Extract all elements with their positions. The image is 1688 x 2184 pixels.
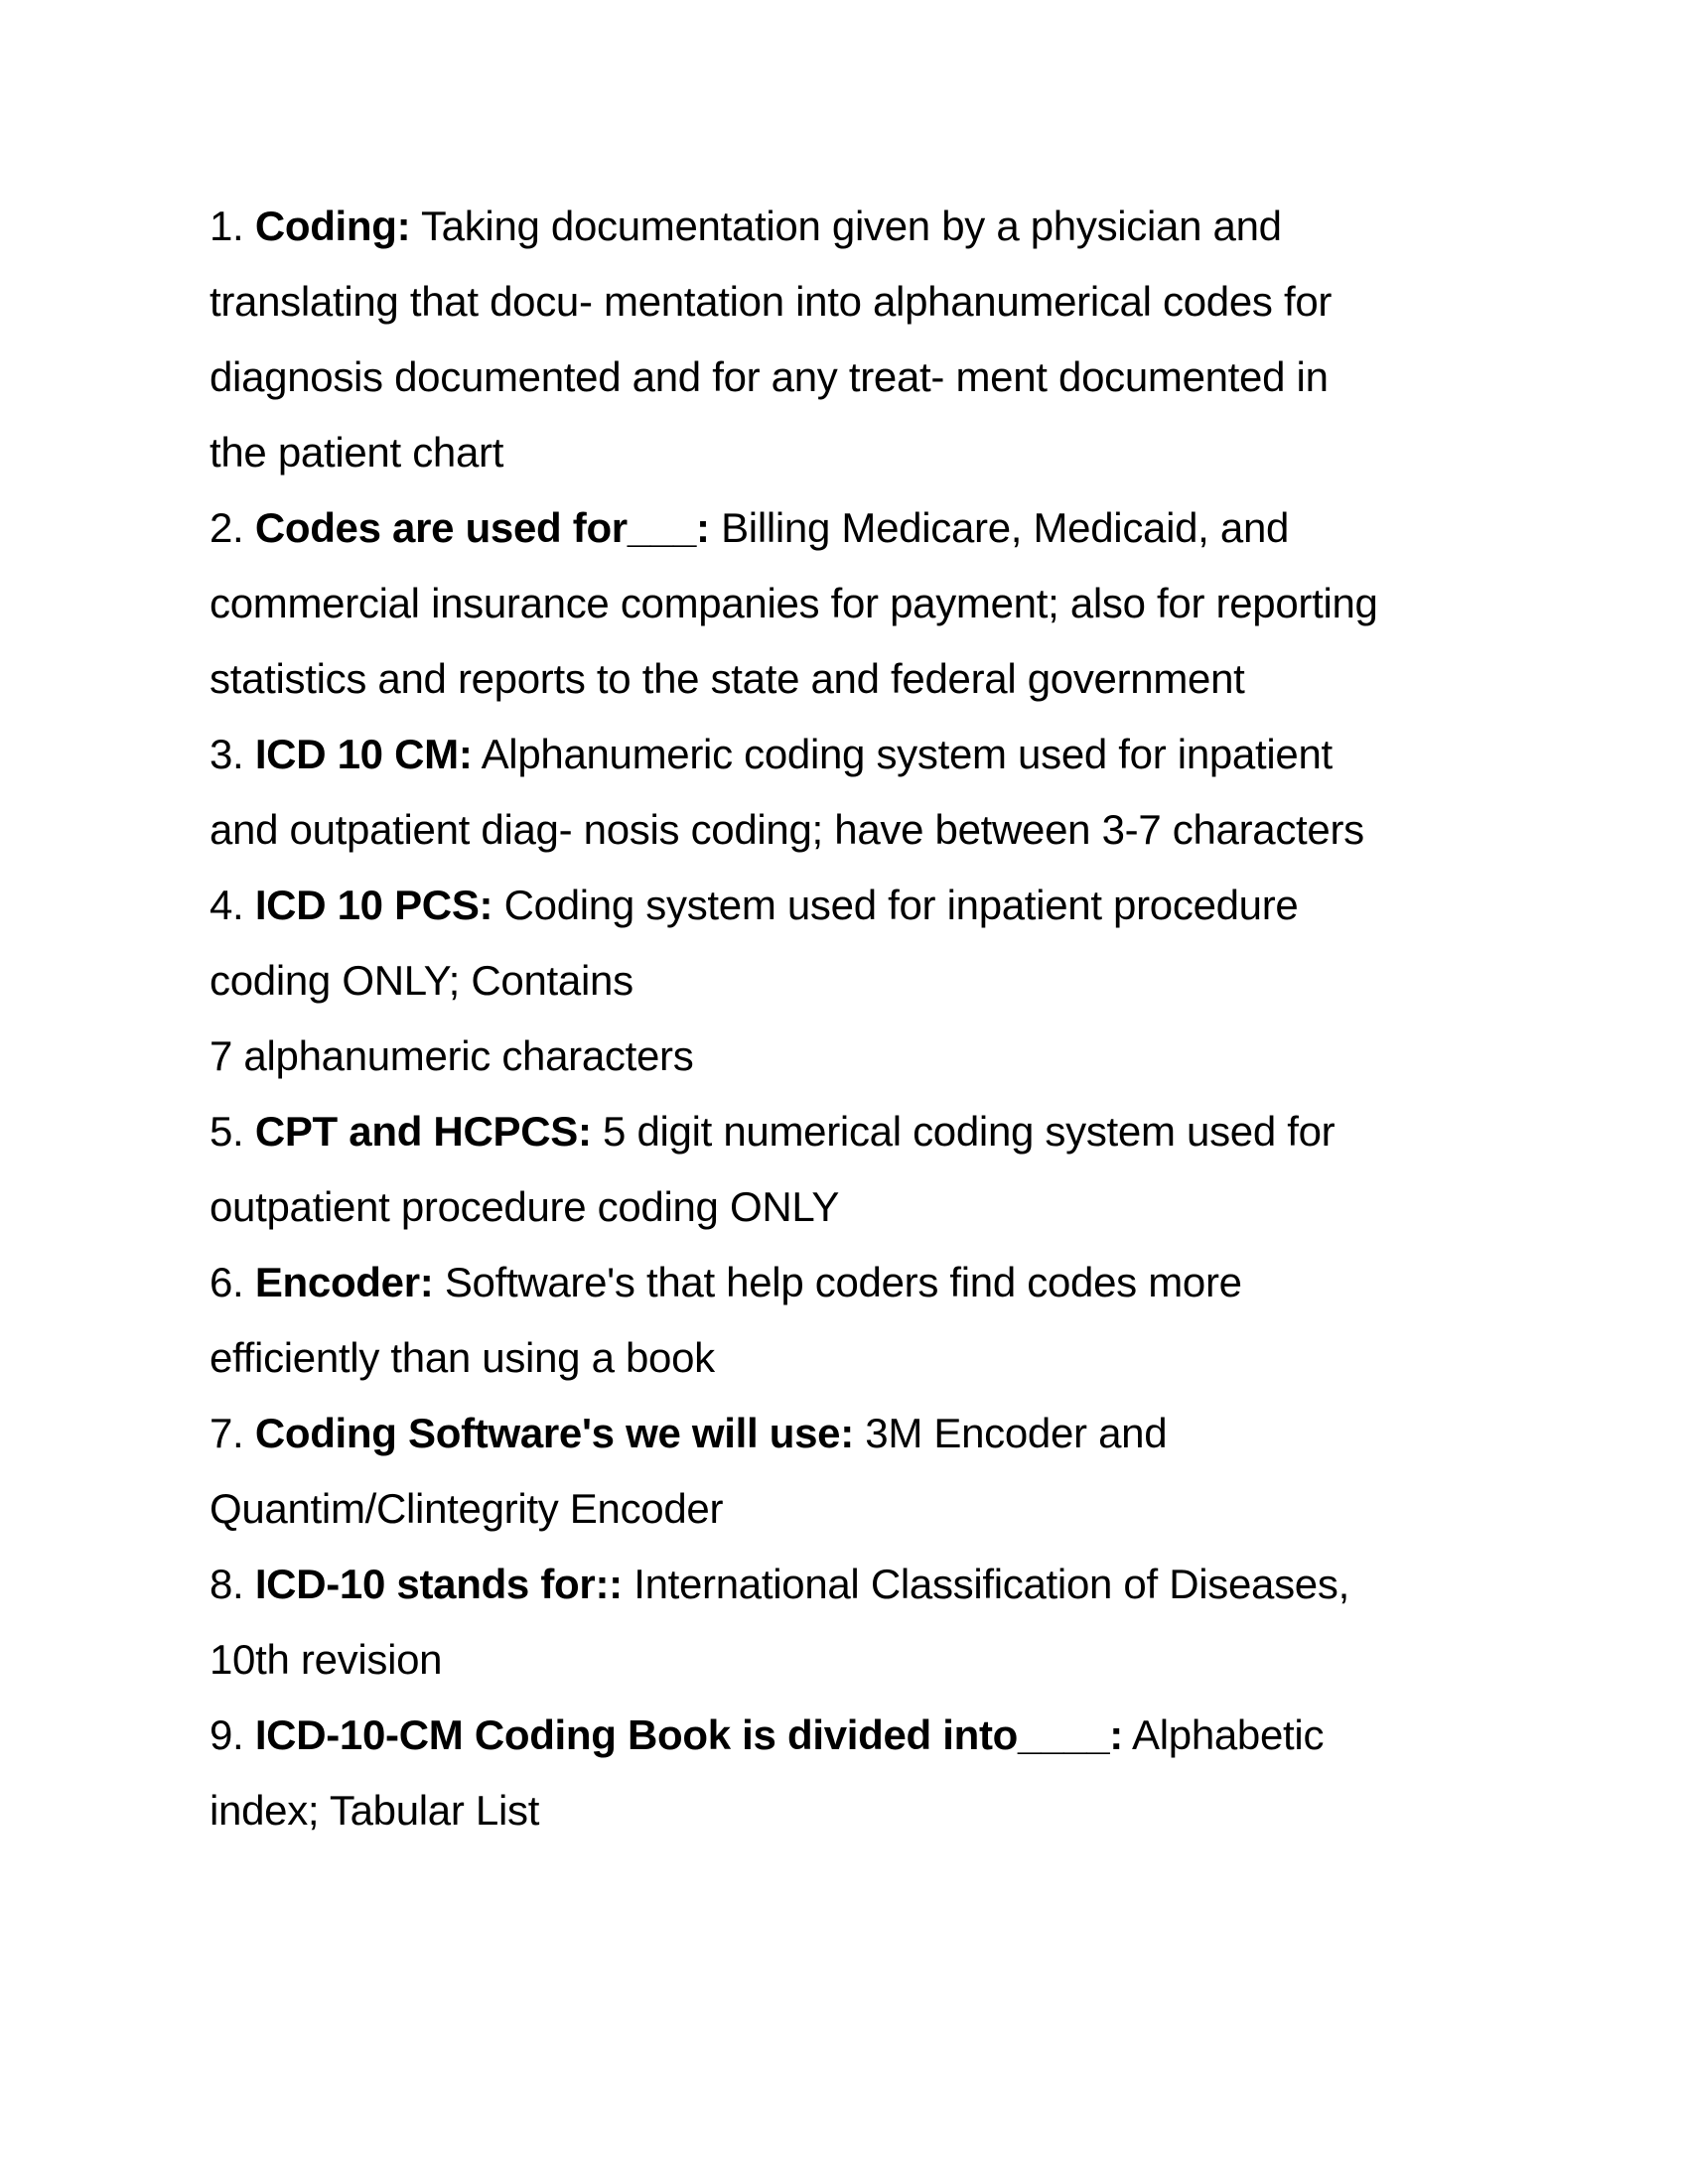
item-definition: Alphanumeric coding system used for inpatient (481, 731, 1333, 777)
item-definition: Alphabetic (1132, 1711, 1325, 1758)
list-item (210, 1547, 1500, 1698)
item-term: ICD 10 PCS: (254, 882, 493, 928)
item-number: 7. (210, 1410, 244, 1456)
item-definition: diagnosis documented and for any treat- ment documented in (210, 353, 1329, 400)
list-item (210, 1698, 1500, 1848)
document-page (210, 189, 1500, 1848)
list-item (210, 868, 1500, 1094)
item-number: 3. (210, 731, 244, 777)
item-term: Codes are used for___: (254, 504, 710, 551)
item-number: 5. (210, 1108, 244, 1155)
item-number: 4. (210, 882, 244, 928)
item-definition: Coding system used for inpatient procedure (503, 882, 1299, 928)
item-term: ICD 10 CM: (254, 731, 473, 777)
item-definition: translating that docu- mentation into alphanumerical codes for (210, 278, 1333, 325)
list-item (210, 490, 1500, 717)
item-definition: coding ONLY; Contains (210, 957, 633, 1004)
list-item (210, 1094, 1500, 1245)
item-definition: Quantim/Clintegrity Encoder (210, 1485, 724, 1532)
item-definition: efficiently than using a book (210, 1334, 715, 1381)
item-definition: 3M Encoder and (865, 1410, 1168, 1456)
item-definition: Taking documentation given by a physician and (420, 203, 1282, 249)
item-term: ICD-10-CM Coding Book is divided into____: (254, 1711, 1123, 1758)
item-definition: commercial insurance companies for payment; also for reporting (210, 580, 1378, 626)
item-definition: outpatient procedure coding ONLY (210, 1183, 840, 1230)
item-term: Coding: (254, 203, 411, 249)
item-definition: 5 digit numerical coding system used for (603, 1108, 1336, 1155)
item-term: Coding Software's we will use: (254, 1410, 854, 1456)
item-number: 9. (210, 1711, 244, 1758)
item-number: 8. (210, 1561, 244, 1607)
item-definition: index; Tabular List (210, 1787, 540, 1834)
list-item (210, 189, 1500, 490)
item-definition: and outpatient diag- nosis coding; have between 3-7 characters (210, 806, 1364, 853)
list-item (210, 1245, 1500, 1396)
item-number: 6. (210, 1259, 244, 1305)
item-definition: the patient chart (210, 429, 504, 476)
item-term: CPT and HCPCS: (254, 1108, 592, 1155)
item-definition: International Classification of Diseases, (633, 1561, 1349, 1607)
item-term: Encoder: (254, 1259, 434, 1305)
item-definition: Billing Medicare, Medicaid, and (721, 504, 1290, 551)
list-item (210, 1396, 1500, 1547)
item-number: 1. (210, 203, 244, 249)
item-definition: 7 alphanumeric characters (210, 1032, 694, 1079)
item-definition: Software's that help coders find codes more (444, 1259, 1242, 1305)
item-definition: 10th revision (210, 1636, 443, 1683)
item-number: 2. (210, 504, 244, 551)
item-term: ICD-10 stands for:: (254, 1561, 623, 1607)
list-item (210, 717, 1500, 868)
item-definition: statistics and reports to the state and federal government (210, 655, 1245, 702)
